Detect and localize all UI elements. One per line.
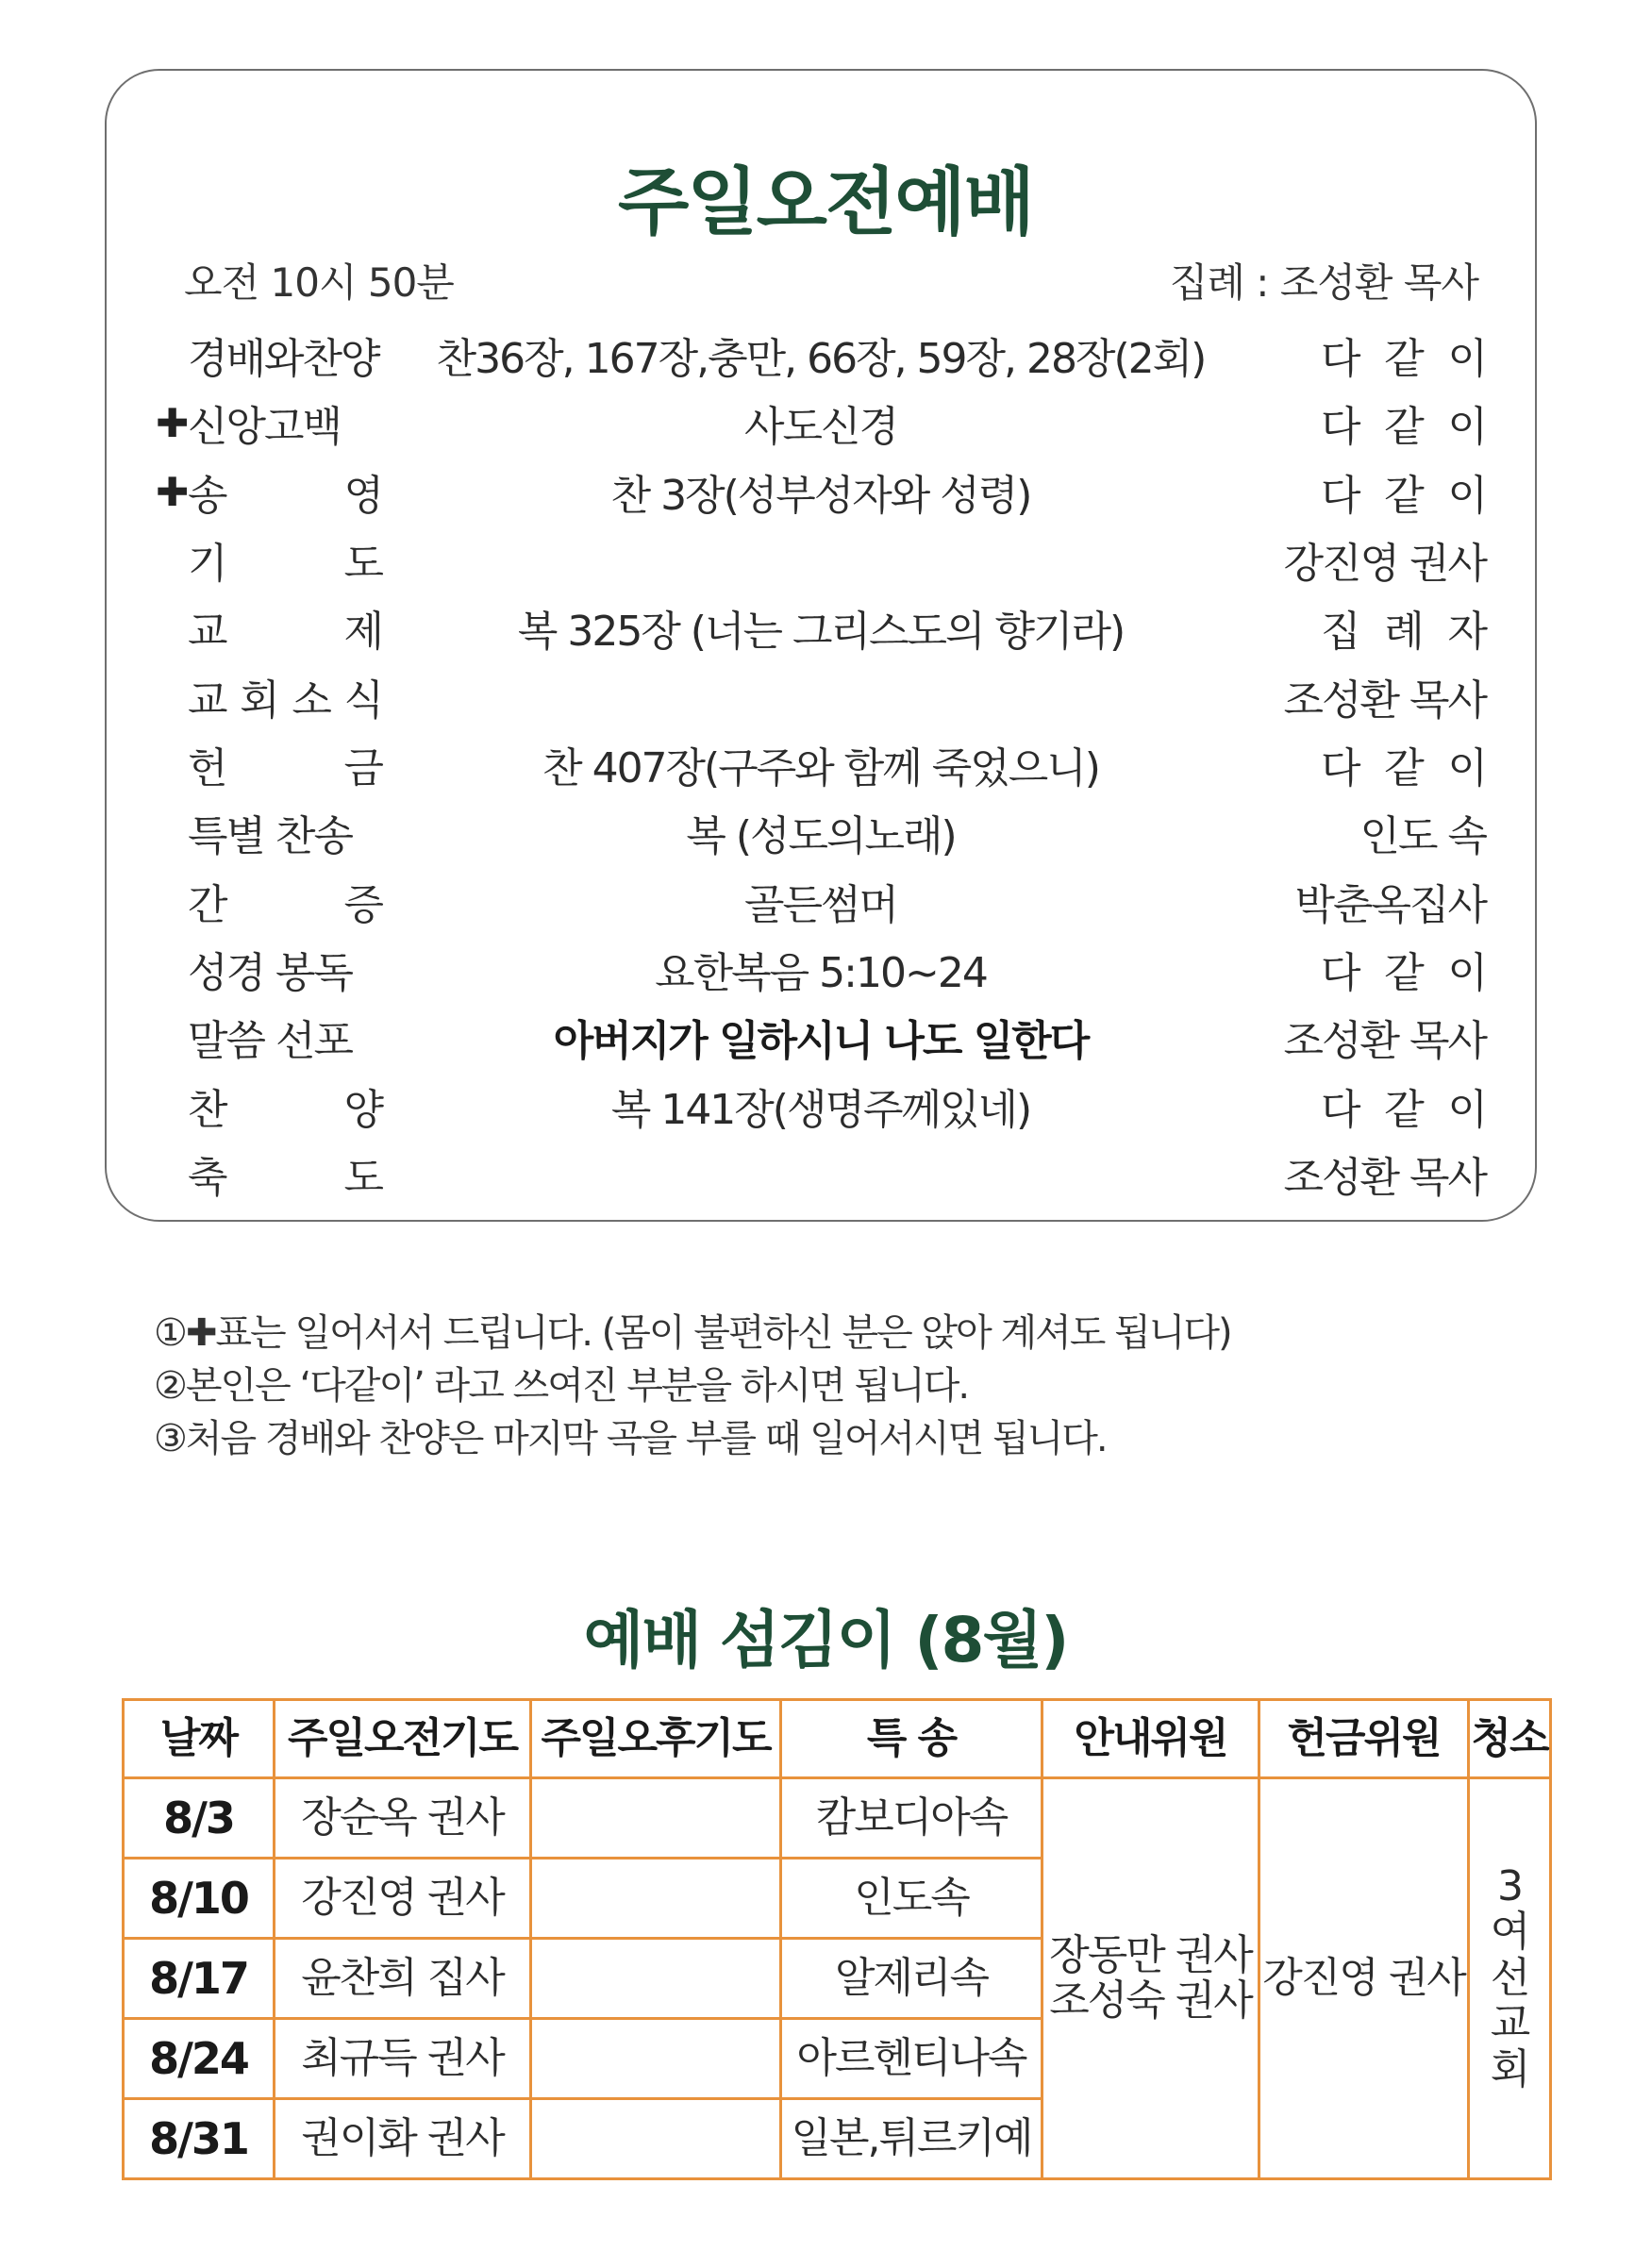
service-item-leader-part: 자 [1447,608,1486,656]
service-item-name [188,461,382,522]
pm-prayer-cell [531,1778,781,1859]
servants-title: 예배 섬김이 (8월) [583,1604,1068,1676]
service-item-content: 복 141장(생명주께있네) [610,1086,1031,1134]
am-prayer-cell: 강진영 권사 [275,1859,531,1939]
service-item-leader [1321,392,1486,453]
service-item [0,1007,1651,1075]
service-item-content: 골든썸머 [743,881,897,929]
date-cell: 8/24 [124,2019,275,2099]
service-item-name-part: 도 [343,1154,382,1202]
service-item-leader-part: 박춘옥집사 [1294,881,1486,929]
service-item-name [188,392,382,453]
service-item-leader-part: 강진영 권사 [1283,540,1486,588]
service-item-name [188,325,382,385]
service-item [0,325,1651,392]
service-item-name-part: 성경 봉독 [188,949,353,997]
service-item-leader-part: 이 [1447,472,1486,520]
service-item-order [156,1007,382,1067]
service-item-leader-part: 조성환 목사 [1283,1154,1486,1202]
service-item-content: 찬 3장(성부성자와 성령) [610,472,1031,520]
service-item-name [188,939,382,999]
service-item-content: 찬 407장(구주와 함께 죽었으니) [542,744,1099,792]
service-item-leader [1269,1007,1486,1067]
service-item-leader-part: 다 [1321,335,1359,383]
special-song-cell: 인도속 [781,1859,1042,1939]
note-line [154,1412,1231,1465]
service-item-name-part: 금 [343,744,382,792]
service-item-leader [1321,734,1486,794]
date-cell: 8/3 [124,1778,275,1859]
service-item-name-part: 간 [188,881,226,929]
service-item-order [156,325,382,385]
service-item-leader-part: 이 [1447,335,1486,383]
service-item-leader-part: 같 [1384,472,1423,520]
column-header: 날짜 [124,1700,275,1778]
service-item-leader [1269,802,1486,862]
service-item-leader [1321,325,1486,385]
service-item-content: 복 325장 (너는 그리스도의 향기라) [517,608,1125,656]
special-song-cell: 아르헨티나속 [781,2019,1042,2099]
service-item-name [188,734,382,794]
service-item-order [156,529,382,590]
service-item-leader-part: 같 [1384,403,1423,451]
service-item-name-part: 송 [188,472,226,520]
service-item-leader-part: 이 [1447,1086,1486,1134]
note-line [154,1359,1231,1412]
service-item-content: 아버지가 일하시니 나도 일한다 [553,1017,1089,1065]
service-item-leader [1321,461,1486,522]
service-item [0,529,1651,597]
column-header: 주일오전기도 [275,1700,531,1778]
service-title: 주일오전예배 [617,160,1034,245]
column-header: 헌금위원 [1259,1700,1469,1778]
service-item-name-part: 찬 [188,1086,226,1134]
service-item-leader-part: 이 [1447,744,1486,792]
service-item-order [156,939,382,999]
service-item-leader [1321,1076,1486,1136]
service-item-content: 요한복음 5:10~24 [655,949,987,997]
service-item-leader-part: 례 [1384,608,1423,656]
service-item [0,802,1651,870]
am-prayer-cell: 장순옥 권사 [275,1778,531,1859]
service-item-leader-part: 다 [1321,949,1359,997]
pm-prayer-cell [531,2019,781,2099]
service-item-leader-part: 같 [1384,1086,1423,1134]
service-item-name-part: 헌 [188,744,226,792]
servants-table [122,1698,1552,2180]
cleaning-char: 선 [1490,1953,1529,2002]
service-item-name-part: 경배와찬양 [188,335,379,383]
cleaning-char: 회 [1490,2044,1529,2093]
service-item-leader-part: 조성환 목사 [1283,676,1486,725]
service-item-name-part: 신앙고백 [188,403,342,451]
column-header: 특 송 [781,1700,1042,1778]
cleaning-char: 교 [1490,1999,1529,2048]
service-item-order [156,1076,382,1136]
service-item-name-part: 양 [343,1086,382,1134]
service-item-order [156,871,382,931]
service-item-order [156,1143,382,1204]
cleaning-cell [1469,1778,1551,2179]
note-number: ② [154,1364,186,1408]
pm-prayer-cell [531,1859,781,1939]
service-item-content: 찬36장, 167장,충만, 66장, 59장, 28장(2회) [436,335,1206,383]
service-item [0,1076,1651,1143]
service-item [0,666,1651,734]
am-prayer-cell: 최규득 권사 [275,2019,531,2099]
offering-cell: 강진영 권사 [1259,1778,1469,2179]
service-item-name [188,1007,382,1067]
service-item-leader-part: 같 [1384,744,1423,792]
service-item-leader [1269,871,1486,931]
date-cell: 8/31 [124,2099,275,2179]
service-item-name-part: 특별 찬송 [188,812,353,860]
service-item-leader [1321,939,1486,999]
service-item [0,939,1651,1007]
service-item-leader-part: 인도 속 [1359,812,1486,860]
service-item [0,1143,1651,1211]
column-header: 안내위원 [1042,1700,1259,1778]
service-item-name-part: 제 [343,608,382,656]
service-item [0,871,1651,939]
cross-icon: ✚ [156,399,188,446]
am-prayer-cell: 권이화 권사 [275,2099,531,2179]
service-item-name [188,1143,382,1204]
am-prayer-cell: 윤찬희 집사 [275,1939,531,2019]
service-item-name [188,529,382,590]
service-item-leader [1321,597,1486,658]
cross-icon: ✚ [185,1311,216,1355]
service-item-leader [1269,1143,1486,1204]
service-item-name-part: 축 [188,1154,226,1202]
service-item-name-part: 말씀 선포 [188,1017,353,1065]
service-item-leader-part: 조성환 목사 [1283,1017,1486,1065]
cross-icon: ✚ [156,468,188,515]
service-item-content: 사도신경 [743,403,897,451]
service-item [0,597,1651,665]
note-number: ③ [154,1417,186,1460]
service-notes [154,1307,1231,1465]
note-text: 표는 일어서서 드립니다. (몸이 불편하신 분은 앉아 계셔도 됩니다) [215,1311,1231,1355]
service-presider: 집례 : 조성환 목사 [1169,259,1478,306]
service-item-name-part: 영 [343,472,382,520]
service-item-leader-part: 같 [1384,949,1423,997]
column-header: 청소 [1469,1700,1551,1778]
table-row [124,1778,1551,1859]
service-item-leader-part: 집 [1321,608,1359,656]
service-item-leader-part: 다 [1321,472,1359,520]
pm-prayer-cell [531,2099,781,2179]
service-item-name-part: 교 [188,608,226,656]
service-time: 오전 10시 50분 [184,259,454,306]
service-item-name [188,802,382,862]
service-item-name-part: 교 [188,676,226,725]
usher-name: 장동만 권사 [1049,1930,1252,1979]
service-item-name [188,871,382,931]
service-item-leader-part: 이 [1447,949,1486,997]
note-number: ① [154,1311,186,1355]
service-item-leader-part: 같 [1384,335,1423,383]
note-line [154,1307,1231,1359]
service-item-order [156,666,382,726]
special-song-cell: 일본,튀르키예 [781,2099,1042,2179]
service-item-name-part: 증 [343,881,382,929]
service-item-order [156,802,382,862]
service-item-name [188,1076,382,1136]
service-item-order [156,461,382,522]
service-item-name-part: 식 [343,676,382,725]
cleaning-char: 3 [1497,1862,1522,1911]
service-item-name-part: 소 [292,676,330,725]
service-item-leader [1269,666,1486,726]
service-item-name [188,666,382,726]
service-item-leader-part: 다 [1321,403,1359,451]
date-cell: 8/17 [124,1939,275,2019]
special-song-cell: 캄보디아속 [781,1778,1042,1859]
ushers-cell [1042,1778,1259,2179]
service-item-leader-part: 다 [1321,1086,1359,1134]
service-item-order [156,392,382,453]
service-item-leader-part: 이 [1447,403,1486,451]
special-song-cell: 알제리속 [781,1939,1042,2019]
service-item-leader-part: 다 [1321,744,1359,792]
service-item [0,461,1651,529]
note-text: 본인은 ‘다같이’ 라고 쓰여진 부분을 하시면 됩니다. [185,1364,969,1408]
service-item [0,392,1651,460]
service-item-name [188,597,382,658]
cleaning-char: 여 [1490,1908,1529,1957]
usher-name: 조성숙 권사 [1049,1976,1252,2025]
column-header: 주일오후기도 [531,1700,781,1778]
note-text: 처음 경배와 찬양은 마지막 곡을 부를 때 일어서시면 됩니다. [185,1417,1107,1460]
service-item-order [156,734,382,794]
service-item-content: 복 (성도의노래) [686,812,956,860]
service-item-name-part: 도 [343,540,382,588]
service-item-name-part: 기 [188,540,226,588]
date-cell: 8/10 [124,1859,275,1939]
pm-prayer-cell [531,1939,781,2019]
service-item-leader [1269,529,1486,590]
service-item-name-part: 회 [240,676,278,725]
service-item-order [156,597,382,658]
service-item [0,734,1651,802]
